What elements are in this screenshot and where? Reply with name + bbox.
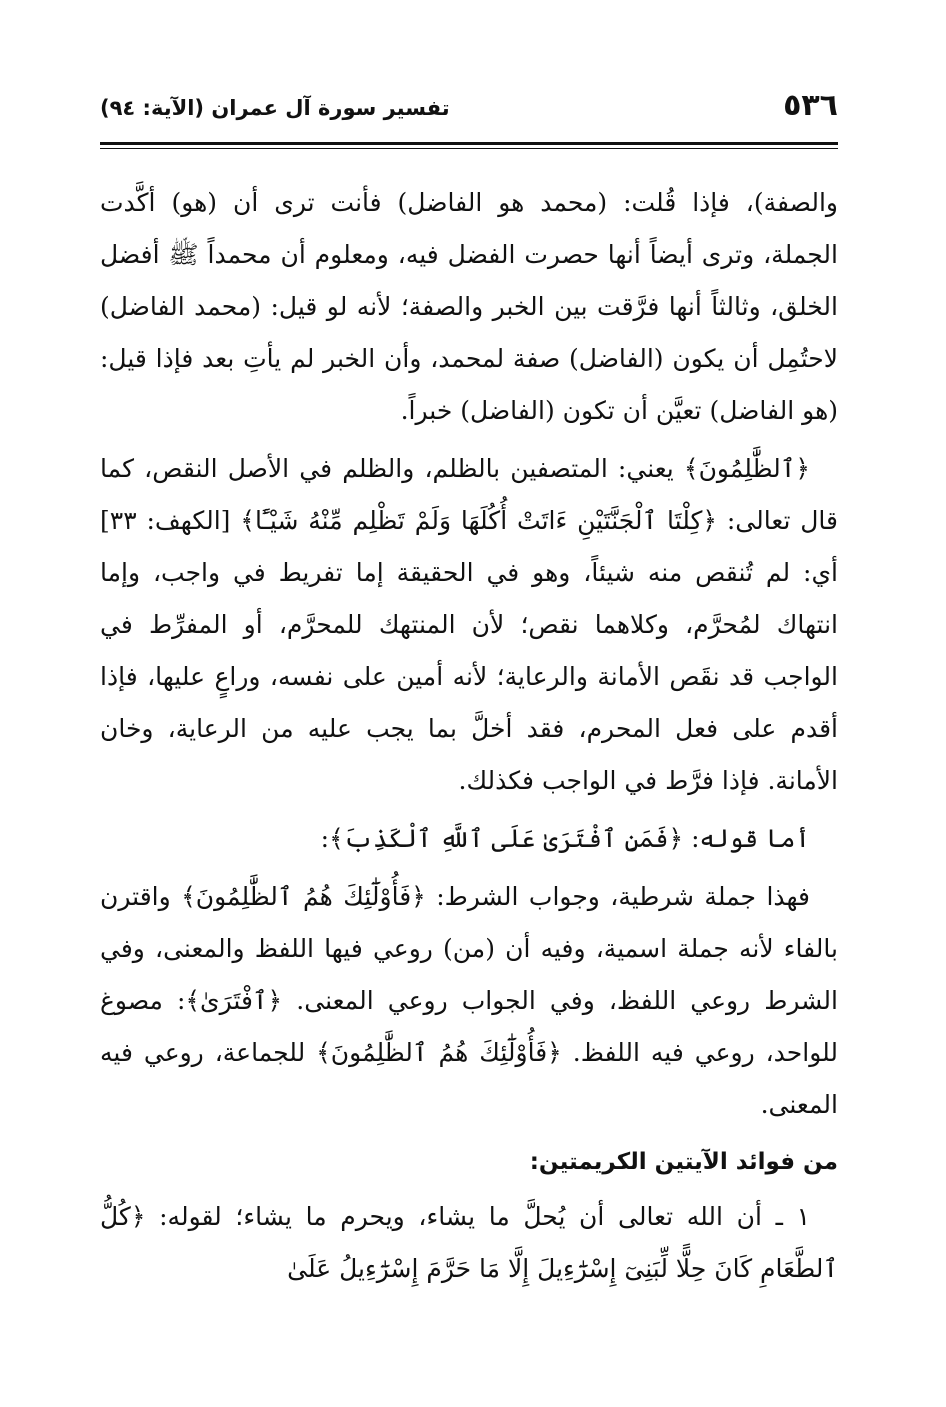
- page-header: [100, 88, 838, 138]
- paragraph-conditional: فهذا جملة شرطية، وجواب الشرط: ﴿فَأُوْلَٰٓئِكَ هُمُ ٱلظَّٰلِمُونَ﴾ واقترن بالفاء لأنه جملة اسمية، وفيه أن (من) روعي فيها اللفظ والمعنى، وفي الشرط روعي اللفظ، وفي الجواب روعي المعنى. ﴿ٱفْتَرَىٰ﴾: مصوغ للواحد، روعي فيه اللفظ. ﴿فَأُوْلَٰٓئِكَ هُمُ ٱلظَّٰلِمُونَ﴾ للجماعة، روعي فيه المعنى.: [100, 882, 839, 1119]
- header-rule-thin: [100, 148, 838, 149]
- section-heading: من فوائد الآيتين الكريمتين:: [529, 1149, 838, 1175]
- paragraph-qawluhu: أما قوله: ﴿فَمَنِ ٱفْتَرَىٰ عَلَى ٱللَّهِ ٱلْكَذِبَ﴾:: [320, 824, 810, 853]
- book-page: [100, 88, 838, 1301]
- running-title: تفسير سورة آل عمران (الآية: ٩٤): [100, 96, 450, 120]
- header-rule-thick: [100, 142, 838, 145]
- paragraph-zalimun: ﴿ٱلظَّٰلِمُونَ﴾ يعني: المتصفين بالظلم، والظلم في الأصل النقص، كما قال تعالى: ﴿كِلْتَا ٱلْجَنَّتَيْنِ ءَاتَتْ أُكُلَهَا وَلَمْ تَظْلِم مِّنْهُ شَيْـًٔا﴾ [الكهف: ٣٣] أي: لم تُنقص منه شيئاً، وهو في الحقيقة إما تفريط في واجب، وإما انتهاك لمُحرَّم، وكلاهما نقص؛ لأن المنتهك للمحرَّم، أو المفرِّط في الواجب قد نقَص الأمانة والرعاية؛ لأنه أمين على نفسه، وراعٍ عليها، فإذا أقدم على فعل المحرم، فقد أخلَّ بما يجب عليه من الرعاية، وخان الأمانة. فإذا فرَّط في الواجب فكذلك.: [100, 454, 838, 795]
- benefit-item: ١ ـ أن الله تعالى أن يُحلَّ ما يشاء، ويحرم ما يشاء؛ لقوله: ﴿كُلُّ ٱلطَّعَامِ كَانَ حِلًّا لِّبَنِىٓ إِسْرَٰٓءِيلَ إِلَّا مَا حَرَّمَ إِسْرَٰٓءِيلُ عَلَىٰ: [100, 1202, 838, 1283]
- page-number: ٥٣٦: [783, 88, 838, 123]
- body-text: [100, 177, 838, 1295]
- paragraph-emphasis: والصفة)، فإذا قُلت: (محمد هو الفاضل) فأنت ترى أن (هو) أكَّدت الجملة، وترى أيضاً أنها حصرت الفضل فيه، ومعلوم أن محمداً ﷺ أفضل الخلق، وثالثاً أنها فرَّقت بين الخبر والصفة؛ لأنه لو قيل: (محمد الفاضل) لاحتُمِل أن يكون (الفاضل) صفة لمحمد، وأن الخبر لم يأتِ بعد فإذا قيل: (هو الفاضل) تعيَّن أن تكون (الفاضل) خبراً.: [100, 188, 838, 425]
